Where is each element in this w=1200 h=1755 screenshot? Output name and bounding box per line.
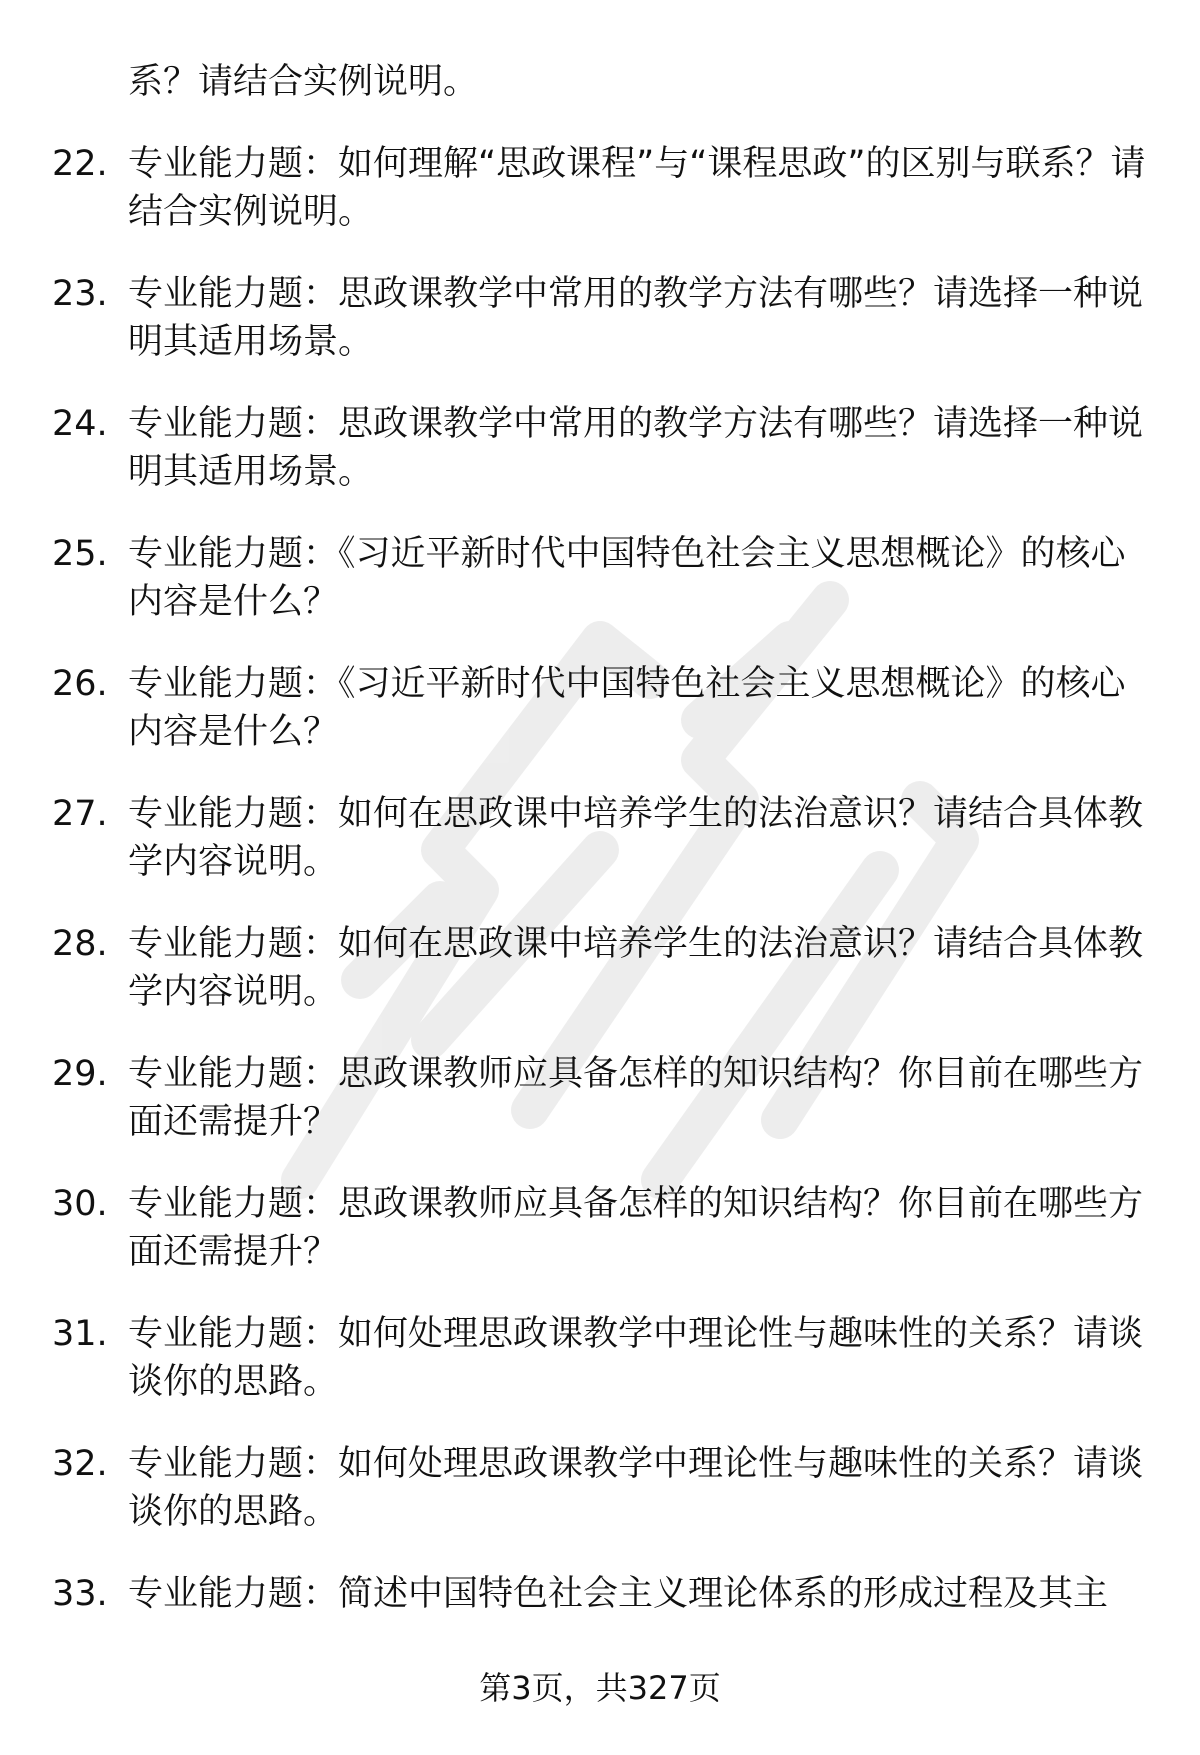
question-item <box>0 1440 1200 1570</box>
question-number: 31. <box>52 1314 108 1354</box>
question-item <box>0 530 1200 660</box>
question-item <box>0 660 1200 790</box>
question-text: 专业能力题：思政课教学中常用的教学方法有哪些？请选择一种说明其适用场景。 <box>128 274 1144 362</box>
continued-question-text: 系？请结合实例说明。 <box>128 62 479 102</box>
question-text: 专业能力题：《习近平新时代中国特色社会主义思想概论》的核心内容是什么？ <box>128 534 1126 622</box>
question-number: 26. <box>52 664 108 704</box>
question-text: 专业能力题：《习近平新时代中国特色社会主义思想概论》的核心内容是什么？ <box>128 664 1126 752</box>
question-item <box>0 140 1200 270</box>
question-number: 30. <box>52 1184 108 1224</box>
question-text: 专业能力题：简述中国特色社会主义理论体系的形成过程及其主 <box>128 1574 1109 1614</box>
question-text: 专业能力题：思政课教师应具备怎样的知识结构？你目前在哪些方面还需提升？ <box>128 1184 1144 1272</box>
question-text: 专业能力题：如何在思政课中培养学生的法治意识？请结合具体教学内容说明。 <box>128 794 1144 882</box>
question-item <box>0 790 1200 920</box>
question-text: 专业能力题：思政课教学中常用的教学方法有哪些？请选择一种说明其适用场景。 <box>128 404 1144 492</box>
question-list <box>0 140 1200 1700</box>
question-number: 25. <box>52 534 108 574</box>
question-text: 专业能力题：如何理解“思政课程”与“课程思政”的区别与联系？请结合实例说明。 <box>128 144 1146 232</box>
question-number: 33. <box>52 1574 108 1614</box>
question-number: 28. <box>52 924 108 964</box>
question-number: 29. <box>52 1054 108 1094</box>
question-item <box>0 1180 1200 1310</box>
question-item <box>0 920 1200 1050</box>
question-number: 23. <box>52 274 108 314</box>
question-text: 专业能力题：如何在思政课中培养学生的法治意识？请结合具体教学内容说明。 <box>128 924 1144 1012</box>
question-text: 专业能力题：思政课教师应具备怎样的知识结构？你目前在哪些方面还需提升？ <box>128 1054 1144 1142</box>
question-number: 24. <box>52 404 108 444</box>
page-footer: 第3页，共327页 <box>479 1669 721 1707</box>
question-text: 专业能力题：如何处理思政课教学中理论性与趣味性的关系？请谈谈你的思路。 <box>128 1314 1144 1402</box>
question-item <box>0 270 1200 400</box>
question-number: 27. <box>52 794 108 834</box>
question-number: 22. <box>52 144 108 184</box>
question-number: 32. <box>52 1444 108 1484</box>
question-text: 专业能力题：如何处理思政课教学中理论性与趣味性的关系？请谈谈你的思路。 <box>128 1444 1144 1532</box>
question-item <box>0 400 1200 530</box>
question-item <box>0 1310 1200 1440</box>
question-item <box>0 1050 1200 1180</box>
